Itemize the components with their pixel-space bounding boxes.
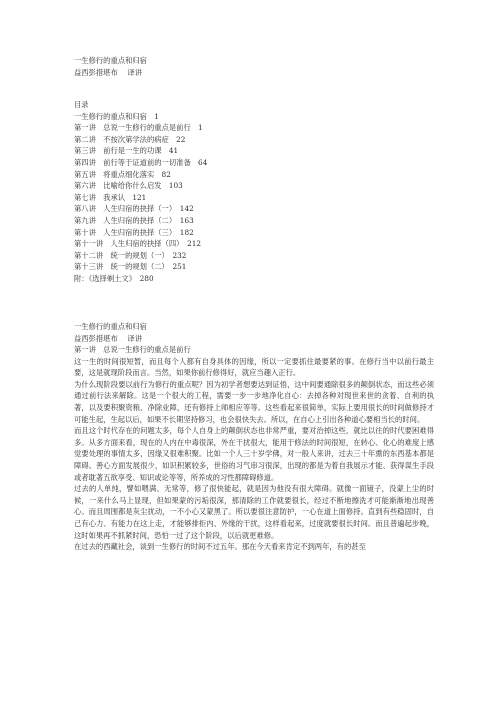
lecture-body [74, 344, 434, 553]
toc-item: 第四讲 前行等于证道前的一切准备 64 [74, 157, 208, 167]
toc-item: 第一讲 总说一生修行的重点是前行 1 [74, 123, 203, 133]
lecture-paragraph: 为什么现阶段要以前行为修行的重点呢？因为初学者想要达到证悟，这中间要通除很多的颠倒状态，而这些必须通过前行法来解除。这是一个很大的工程，需要一步一步地净化自心：去掉各种对现世来世的贪着、自利的执著，以及要积聚资粮、净除业障，还有修持上师相应等等。这些看起来很简单，实际上要用很长的时间做修持才可能生起，生起以后，如果不长期坚持修习，也会很快失去。所以，在自心上引出各种道心要相当长的时间。 [74, 379, 434, 424]
toc-item: 第十三讲 统一的规划（二） 251 [74, 262, 187, 272]
document-title: 一生修行的重点和归宿 [74, 56, 147, 65]
lecture-paragraph: 而且这个时代存在的问题太多，每个人自身上的颠倒状态也非常严重，要对治掉这些，就比以往的时代要困难得多。从多方面来看，现在的人内在中毒很深，外在干扰很大，能用于修法的时间很短，在转心、化心的难度上感觉要处理的事情太多，因缘又很难积聚。比如一个人三十岁学佛，对一般人来讲，过去三十年熏的东西基本都是障碍。善心方面发展很少，如识积累较多，世俗的习气串习很深，出现的都是为着自我展示才能、获得谋生手段或者耽著五欲享受、知识或论等等，所养成的习性都障碍修道。 [74, 426, 434, 482]
toc-item: 一生修行的重点和归宿 1 [74, 111, 159, 121]
toc-item: 第十讲 人生归宿的抉择（三） 182 [74, 227, 194, 237]
toc-item: 第七讲 我承认 121 [74, 192, 147, 202]
toc-item: 第三讲 前行是一生的功课 41 [74, 146, 179, 156]
section-author: 益西彭措堪布 译讲 [74, 333, 142, 343]
table-of-contents [74, 99, 434, 285]
toc-item: 第九讲 人生归宿的抉择（二） 163 [74, 215, 194, 225]
toc-item: 第六讲 比喻给你什么启发 103 [74, 181, 183, 191]
toc-item: 第十二讲 统一的规划（一） 232 [74, 250, 187, 260]
toc-item: 第十一讲 人生归宿的抉择（四） 212 [74, 239, 202, 249]
toc-item: 第五讲 将重点细化落实 82 [74, 169, 171, 179]
lecture-paragraph: 在过去的西藏社会，谈到一生修行的时间不过五年。那在今天看来肯定不到两年，有的甚至 [74, 542, 366, 552]
document-author: 益西彭措堪布 译讲 [74, 67, 142, 77]
toc-heading: 目录 [74, 100, 89, 109]
lecture-paragraph: 过去的人单纯，譬如喂满、无常等，修了很快能起，就是因为他没有很大障碍。就像一面镜子，没蒙上尘的时候，一来什么马上显现，但如果蒙的污垢很深，那清除的工作就要很长，经过不断地擦洗才可能渐渐地出现善心。而且周围都是灰尘扰动，一不小心又蒙黑了。所以要很注意防护，一心在道上面修持。直到有些稳固时，自己有心力、有能力在这上走，才能够排拒内、外缘的干扰，这样看起来，过度就要很长时间。而且普遍起步晚，这时如果再不抓紧时间，恐怕一过了这个阶段，以后就更难修。 [74, 484, 434, 540]
lecture-heading: 第一讲 总说一生修行的重点是前行 [74, 345, 191, 354]
section-title: 一生修行的重点和归宿 [74, 322, 147, 331]
toc-item: 第八讲 人生归宿的抉择（一） 142 [74, 204, 194, 214]
lecture-paragraph: 这一生的时间很短暂，而且每个人都有自身具体的因缘，所以一定要抓住最要紧的事。在修行当中以前行最主要，这是就现阶段而言。当然，如果你前行修得好，就应当趣入正行。 [74, 356, 434, 378]
document-header [74, 55, 434, 78]
section-header [74, 321, 434, 344]
toc-item: 第二讲 不按次第学法的病症 22 [74, 134, 186, 144]
toc-item: 附：《选择剃土文》 280 [74, 273, 154, 283]
